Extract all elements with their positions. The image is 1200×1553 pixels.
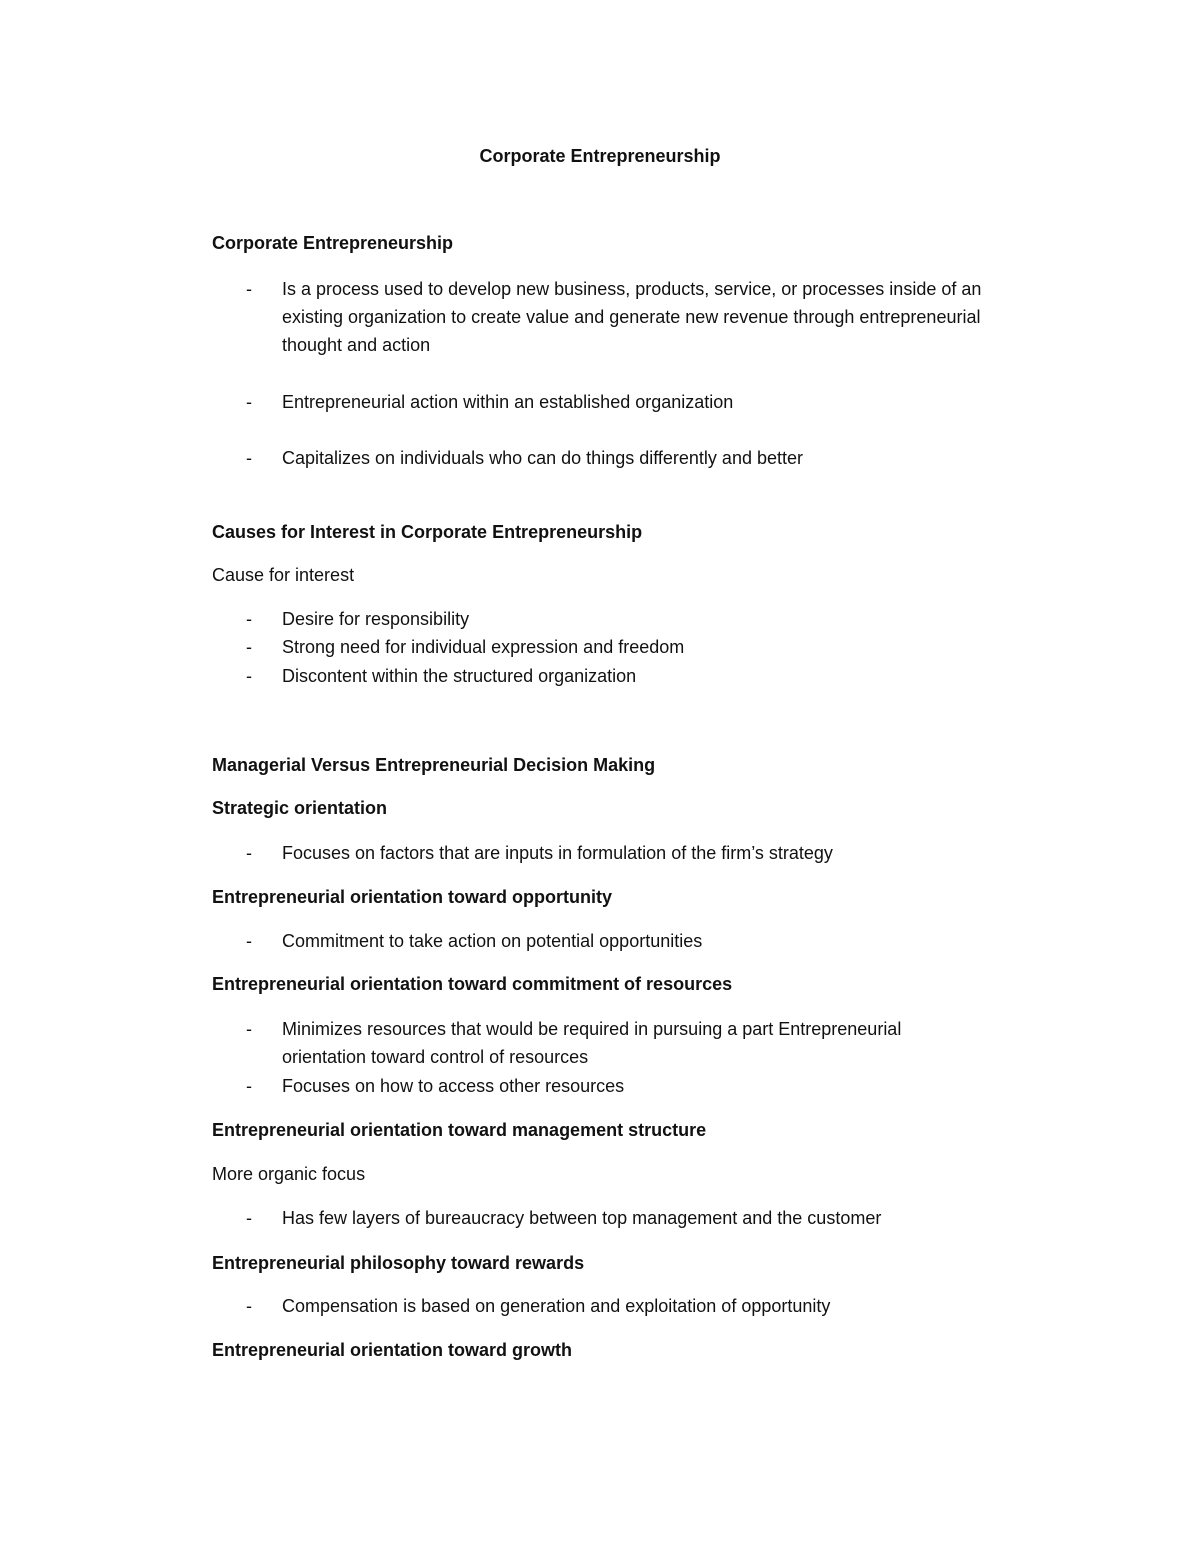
subheading-commitment: Entrepreneurial orientation toward commitment of resources bbox=[212, 974, 733, 994]
bullet-text-line: Is a process used to develop new business, products, service, or processes inside of an bbox=[282, 279, 982, 299]
subheading-organic-focus: More organic focus bbox=[212, 1164, 366, 1184]
bullet-text-line: orientation toward control of resources bbox=[282, 1047, 589, 1067]
subheading-opportunity: Entrepreneurial orientation toward opportunity bbox=[212, 887, 613, 907]
subheading-management-structure: Entrepreneurial orientation toward management structure bbox=[212, 1120, 707, 1140]
bullet-dash: - bbox=[246, 1076, 252, 1096]
section-heading-causes: Causes for Interest in Corporate Entrepreneurship bbox=[212, 522, 643, 542]
bullet-text: Focuses on factors that are inputs in formulation of the firm’s strategy bbox=[282, 843, 833, 863]
bullet-text: Strong need for individual expression and freedom bbox=[282, 637, 685, 657]
bullet-text: Commitment to take action on potential opportunities bbox=[282, 931, 703, 951]
subheading-cause-for-interest: Cause for interest bbox=[212, 565, 355, 585]
subheading-growth: Entrepreneurial orientation toward growth bbox=[212, 1340, 573, 1360]
bullet-text-line: Minimizes resources that would be required in pursuing a part Entrepreneurial bbox=[282, 1019, 902, 1039]
bullet-text-line: existing organization to create value and generate new revenue through entrepreneurial bbox=[282, 307, 981, 327]
bullet-dash: - bbox=[246, 637, 252, 657]
bullet-dash: - bbox=[246, 1296, 252, 1316]
bullet-dash: - bbox=[246, 1208, 252, 1228]
bullet-text: Entrepreneurial action within an established organization bbox=[282, 392, 734, 412]
document-title: Corporate Entrepreneurship bbox=[479, 146, 721, 166]
bullet-dash: - bbox=[246, 843, 252, 863]
bullet-text: Compensation is based on generation and exploitation of opportunity bbox=[282, 1296, 831, 1316]
bullet-dash: - bbox=[246, 609, 252, 629]
section-heading-decision-making: Managerial Versus Entrepreneurial Decision Making bbox=[212, 755, 656, 775]
section-heading-corporate-entrepreneurship: Corporate Entrepreneurship bbox=[212, 233, 454, 253]
bullet-text-line: thought and action bbox=[282, 335, 431, 355]
subheading-strategic-orientation: Strategic orientation bbox=[212, 798, 388, 818]
bullet-dash: - bbox=[246, 666, 252, 686]
bullet-text: Focuses on how to access other resources bbox=[282, 1076, 625, 1096]
bullet-text: Desire for responsibility bbox=[282, 609, 470, 629]
bullet-dash: - bbox=[246, 931, 252, 951]
bullet-dash: - bbox=[246, 1019, 252, 1039]
bullet-text: Capitalizes on individuals who can do things differently and better bbox=[282, 448, 803, 468]
bullet-dash: - bbox=[246, 448, 252, 468]
bullet-text: Discontent within the structured organization bbox=[282, 666, 637, 686]
bullet-dash: - bbox=[246, 392, 252, 412]
bullet-dash: - bbox=[246, 279, 252, 299]
bullet-text: Has few layers of bureaucracy between top management and the customer bbox=[282, 1208, 882, 1228]
subheading-rewards: Entrepreneurial philosophy toward rewards bbox=[212, 1253, 585, 1273]
